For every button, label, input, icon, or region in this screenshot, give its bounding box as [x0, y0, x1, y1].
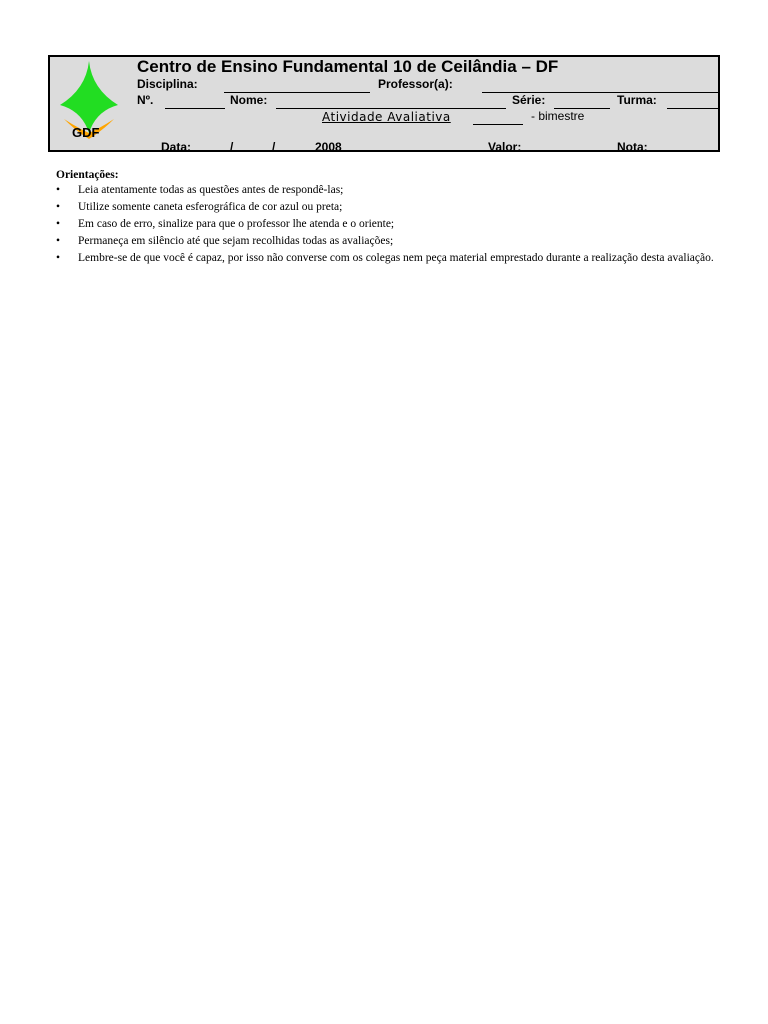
bullet-icon: • — [56, 218, 61, 230]
orientacoes-list — [56, 183, 716, 266]
nome-label: Nome: — [230, 93, 268, 107]
list-item-text: Permaneça em silêncio até que sejam recolhidas todas as avaliações; — [78, 235, 394, 247]
list-item-text: Lembre-se de que você é capaz, por isso não converse com os colegas nem peça material emprestado durante a realização desta avaliação. — [78, 252, 714, 264]
bullet-icon: • — [56, 235, 61, 247]
bullet-icon: • — [56, 201, 61, 213]
activity-label: Atividade Avaliativa — [322, 110, 451, 124]
list-item-text: Leia atentamente todas as questões antes de respondê-las; — [78, 184, 344, 196]
list-item — [56, 183, 716, 198]
logo-text: GDF — [72, 125, 100, 140]
orientacoes-section — [56, 169, 716, 268]
list-item-text: Em caso de erro, sinalize para que o professor lhe atenda e o oriente; — [78, 218, 395, 230]
valor-label: Valor: — [488, 140, 522, 154]
bullet-icon: • — [56, 184, 61, 196]
data-label: Data: — [161, 140, 192, 154]
year-text: 2008 — [315, 140, 342, 154]
numero-line[interactable] — [165, 108, 225, 109]
nota-label: Nota: — [617, 140, 648, 154]
bimestre-line[interactable] — [473, 124, 523, 125]
date-slash-1: / — [230, 140, 234, 154]
bimestre-label: - bimestre — [531, 109, 585, 123]
exam-header — [48, 55, 720, 152]
turma-line[interactable] — [667, 108, 720, 109]
nome-line[interactable] — [276, 108, 506, 109]
list-item — [56, 200, 716, 215]
numero-label: Nº. — [137, 93, 154, 107]
serie-label: Série: — [512, 93, 546, 107]
list-item-text: Utilize somente caneta esferográfica de cor azul ou preta; — [78, 201, 343, 213]
professor-label: Professor(a): — [378, 77, 453, 91]
list-item — [56, 234, 716, 249]
orientacoes-title: Orientações: — [56, 169, 119, 181]
date-slash-2: / — [272, 140, 276, 154]
list-item — [56, 251, 716, 266]
bullet-icon: • — [56, 252, 61, 264]
list-item — [56, 217, 716, 232]
disciplina-label: Disciplina: — [137, 77, 198, 91]
turma-label: Turma: — [617, 93, 657, 107]
school-title: Centro de Ensino Fundamental 10 de Ceilândia – DF — [137, 57, 559, 76]
